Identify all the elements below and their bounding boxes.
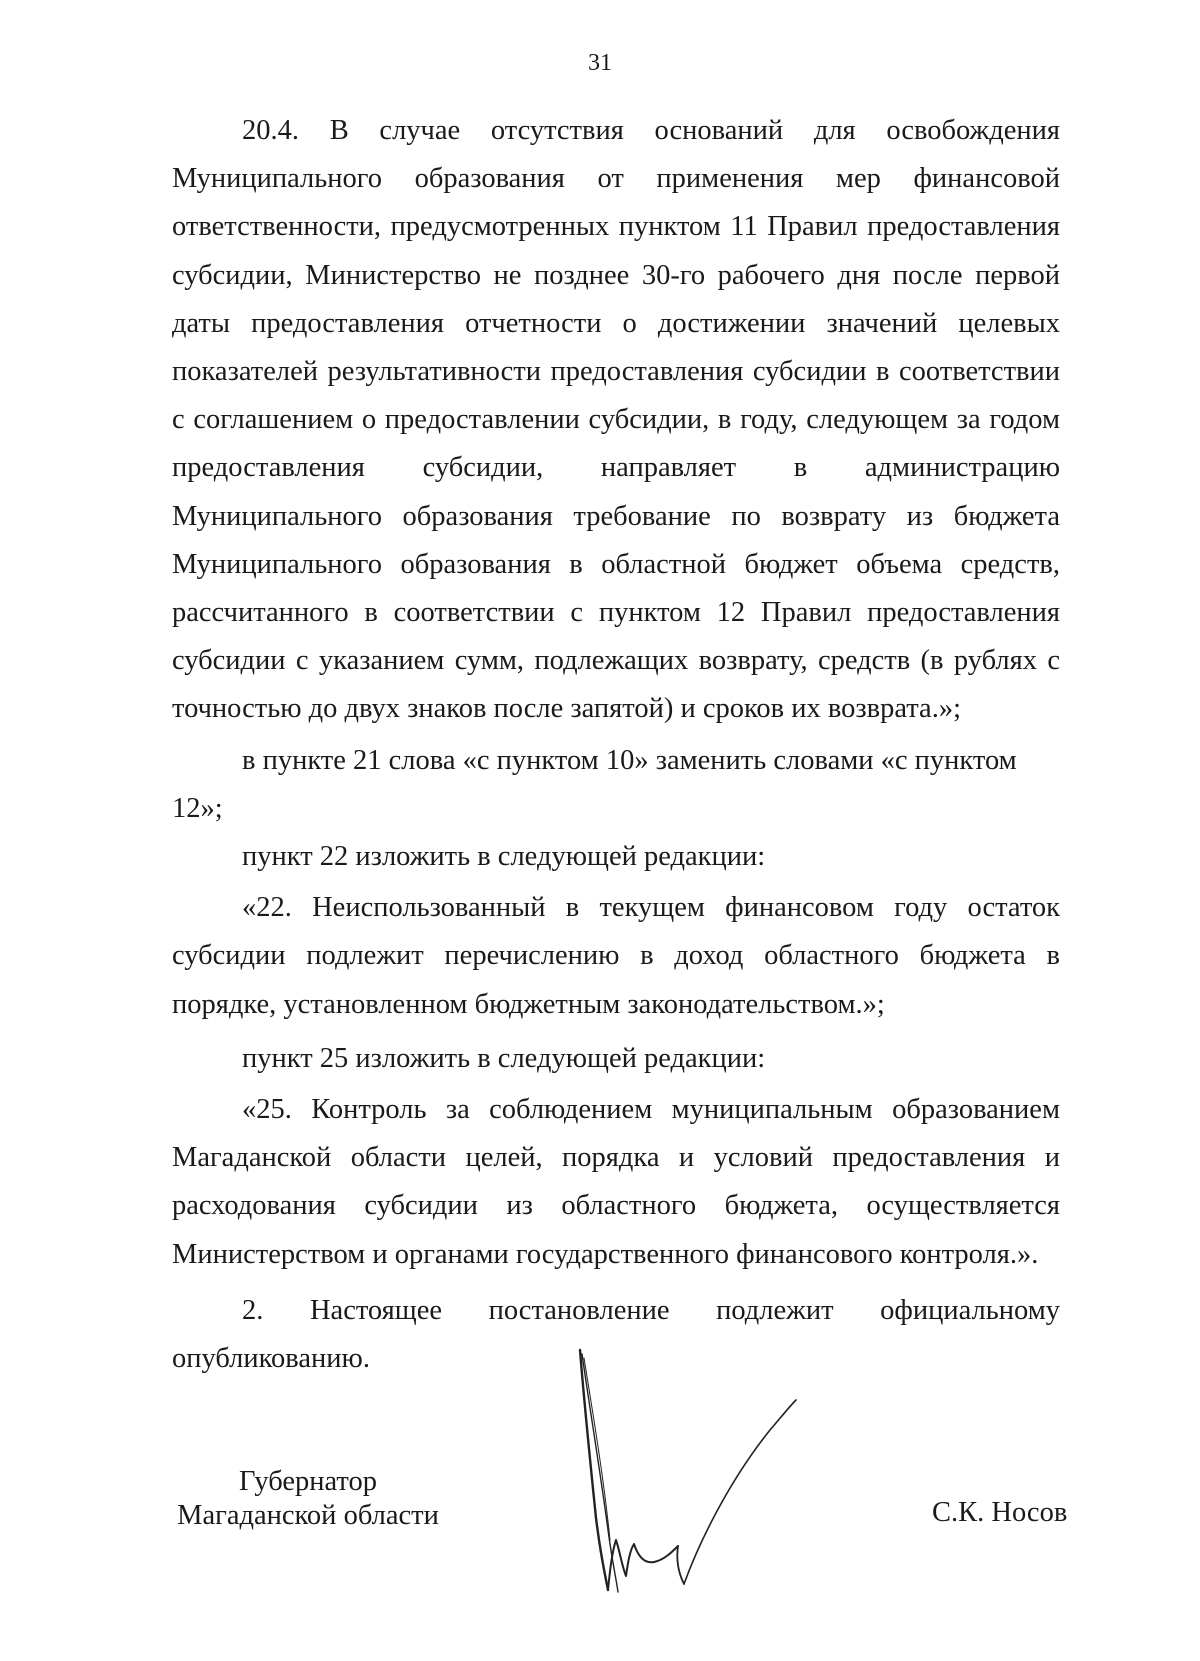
document-body	[172, 107, 1060, 1383]
paragraph-20-4: 20.4. В случае отсутствия оснований для освобождения Муниципального образования от применения мер финансовой ответственности, предусмотренных пунктом 11 Правил предоставления субсидии, Министерство не позднее 30-го рабочего дня после первой даты предоставления отчетности о достижении значений целевых показателей результативности предоставления субсидии в соответствии с соглашением о предоставлении субсидии, в году, следующем за годом предоставления субсидии, направляет в администрацию Муниципального образования требование по возврату из бюджета Муниципального образования в областной бюджет объема средств, рассчитанного в соответствии с пунктом 12 Правил предоставления субсидии с указанием сумм, подлежащих возврату, средств (в рублях с точностью до двух знаков после запятой) и сроков их возврата.»;	[172, 115, 1060, 725]
page-number: 31	[588, 50, 612, 76]
signatory-title	[172, 1465, 444, 1533]
signatory-title-line1: Губернатор	[238, 1466, 378, 1497]
signatory-name: С.К. Носов	[932, 1497, 1068, 1528]
amendment-item-21: в пункте 21 слова «с пунктом 10» заменить словами «с пунктом 12»;	[172, 744, 1017, 824]
paragraph-25: «25. Контроль за соблюдением муниципальным образованием Магаданской области целей, порядка и условий предоставления и расходования субсидии из областного бюджета, осуществляется Министерством и органами государственного финансового контроля.».	[172, 1094, 1060, 1270]
handwritten-signature-icon	[560, 1340, 850, 1600]
amendment-item-22-intro: пункт 22 изложить в следующей редакции:	[242, 841, 766, 873]
paragraph-22: «22. Неиспользованный в текущем финансовом году остаток субсидии подлежит перечислению в доход областного бюджета в порядке, установленном бюджетным законодательством.»;	[172, 892, 1060, 1020]
paragraph-2: 2. Настоящее постановление подлежит официальному опубликованию.	[172, 1294, 1060, 1375]
amendment-item-25-intro: пункт 25 изложить в следующей редакции:	[242, 1042, 766, 1074]
signatory-title-line2: Магаданской области	[177, 1500, 439, 1531]
